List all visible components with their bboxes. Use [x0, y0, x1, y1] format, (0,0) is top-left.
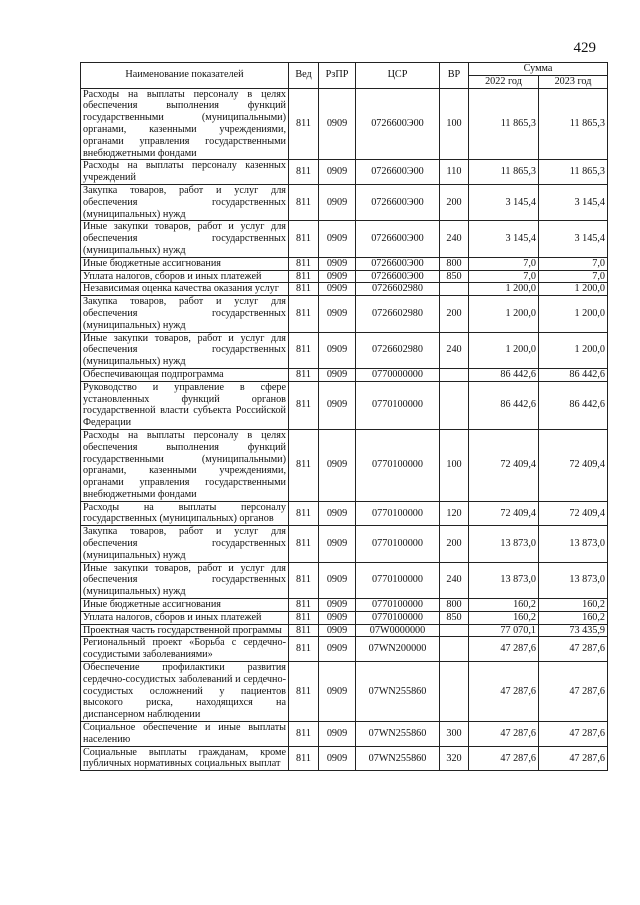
cell-sum-2022: 47 287,6: [469, 637, 539, 662]
cell-sum-2022: 11 865,3: [469, 160, 539, 185]
cell-csr: 0726600Э00: [356, 221, 440, 257]
cell-rzpr: 0909: [319, 526, 356, 562]
cell-csr: 0770100000: [356, 562, 440, 598]
cell-sum-2023: 73 435,9: [539, 624, 608, 637]
cell-sum-2023: 1 200,0: [539, 283, 608, 296]
cell-name: Независимая оценка качества оказания услуг: [81, 283, 289, 296]
cell-vr: 100: [440, 429, 469, 501]
cell-name: Расходы на выплаты персоналу в целях обеспечения выполнения функций государственными (муниципальными) органами, казенными учреждениями, органами управления государственными внебюджетными фондами: [81, 429, 289, 501]
table-row: [81, 662, 608, 722]
cell-sum-2023: 7,0: [539, 257, 608, 270]
table-body: [81, 88, 608, 771]
cell-sum-2023: 72 409,4: [539, 501, 608, 526]
cell-sum-2022: 86 442,6: [469, 368, 539, 381]
cell-ved: 811: [289, 722, 319, 747]
header-year-2023: 2023 год: [539, 75, 608, 88]
cell-ved: 811: [289, 501, 319, 526]
cell-ved: 811: [289, 526, 319, 562]
cell-csr: 0726600Э00: [356, 88, 440, 160]
header-vr: ВР: [440, 63, 469, 89]
cell-rzpr: 0909: [319, 368, 356, 381]
table-row: [81, 160, 608, 185]
cell-sum-2022: 160,2: [469, 599, 539, 612]
cell-sum-2022: 13 873,0: [469, 526, 539, 562]
cell-name: Расходы на выплаты персоналу государственных (муниципальных) органов: [81, 501, 289, 526]
cell-ved: 811: [289, 368, 319, 381]
cell-sum-2022: 1 200,0: [469, 332, 539, 368]
cell-vr: 850: [440, 270, 469, 283]
cell-sum-2022: 3 145,4: [469, 184, 539, 220]
cell-csr: 07WN255860: [356, 746, 440, 771]
cell-sum-2023: 11 865,3: [539, 88, 608, 160]
cell-sum-2023: 11 865,3: [539, 160, 608, 185]
cell-vr: 110: [440, 160, 469, 185]
cell-vr: [440, 368, 469, 381]
cell-sum-2022: 72 409,4: [469, 429, 539, 501]
header-csr: ЦСР: [356, 63, 440, 89]
cell-rzpr: 0909: [319, 221, 356, 257]
table-row: [81, 283, 608, 296]
cell-name: Расходы на выплаты персоналу казенных учреждений: [81, 160, 289, 185]
cell-rzpr: 0909: [319, 611, 356, 624]
cell-csr: 0726602980: [356, 332, 440, 368]
cell-name: Региональный проект «Борьба с сердечно-сосудистыми заболеваниями»: [81, 637, 289, 662]
header-year-2022: 2022 год: [469, 75, 539, 88]
table-row: [81, 332, 608, 368]
cell-ved: 811: [289, 599, 319, 612]
cell-name: Иные бюджетные ассигнования: [81, 599, 289, 612]
cell-sum-2023: 160,2: [539, 599, 608, 612]
cell-rzpr: 0909: [319, 722, 356, 747]
cell-name: Уплата налогов, сборов и иных платежей: [81, 611, 289, 624]
cell-sum-2022: 7,0: [469, 270, 539, 283]
cell-sum-2023: 86 442,6: [539, 368, 608, 381]
cell-vr: 300: [440, 722, 469, 747]
cell-rzpr: 0909: [319, 160, 356, 185]
cell-sum-2023: 13 873,0: [539, 526, 608, 562]
cell-csr: 07WN255860: [356, 722, 440, 747]
cell-name: Проектная часть государственной программы: [81, 624, 289, 637]
cell-sum-2022: 1 200,0: [469, 283, 539, 296]
header-sum: Сумма: [469, 63, 608, 76]
cell-vr: 800: [440, 257, 469, 270]
cell-rzpr: 0909: [319, 501, 356, 526]
cell-sum-2023: 1 200,0: [539, 332, 608, 368]
cell-sum-2022: 47 287,6: [469, 746, 539, 771]
cell-ved: 811: [289, 88, 319, 160]
cell-name: Закупка товаров, работ и услуг для обеспечения государственных (муниципальных) нужд: [81, 526, 289, 562]
cell-name: Иные закупки товаров, работ и услуг для обеспечения государственных (муниципальных) нужд: [81, 332, 289, 368]
table-row: [81, 637, 608, 662]
cell-vr: 200: [440, 526, 469, 562]
cell-csr: 0770100000: [356, 599, 440, 612]
cell-rzpr: 0909: [319, 746, 356, 771]
cell-csr: 0726600Э00: [356, 270, 440, 283]
cell-name: Обеспечение профилактики развития сердечно-сосудистых заболеваний и сердечно-сосудистых осложнений у пациентов высокого риска, находящихся на диспансерном наблюдении: [81, 662, 289, 722]
cell-sum-2022: 7,0: [469, 257, 539, 270]
cell-name: Социальное обеспечение и иные выплаты населению: [81, 722, 289, 747]
cell-ved: 811: [289, 221, 319, 257]
table-row: [81, 746, 608, 771]
header-rzpr: РзПР: [319, 63, 356, 89]
header-name: Наименование показателей: [81, 63, 289, 89]
cell-vr: [440, 283, 469, 296]
cell-csr: 0770100000: [356, 611, 440, 624]
table-row: [81, 501, 608, 526]
cell-sum-2022: 1 200,0: [469, 296, 539, 332]
table-row: [81, 184, 608, 220]
cell-sum-2022: 72 409,4: [469, 501, 539, 526]
cell-ved: 811: [289, 332, 319, 368]
cell-ved: 811: [289, 283, 319, 296]
cell-sum-2022: 160,2: [469, 611, 539, 624]
cell-name: Обеспечивающая подпрограмма: [81, 368, 289, 381]
cell-csr: 07WN255860: [356, 662, 440, 722]
cell-rzpr: 0909: [319, 562, 356, 598]
cell-csr: 0770000000: [356, 368, 440, 381]
cell-sum-2022: 77 070,1: [469, 624, 539, 637]
table-row: [81, 611, 608, 624]
cell-rzpr: 0909: [319, 637, 356, 662]
cell-ved: 811: [289, 296, 319, 332]
cell-sum-2022: 86 442,6: [469, 381, 539, 429]
cell-name: Закупка товаров, работ и услуг для обеспечения государственных (муниципальных) нужд: [81, 184, 289, 220]
cell-vr: 240: [440, 562, 469, 598]
cell-vr: [440, 662, 469, 722]
cell-vr: [440, 624, 469, 637]
cell-rzpr: 0909: [319, 296, 356, 332]
cell-vr: 800: [440, 599, 469, 612]
cell-csr: 0726602980: [356, 283, 440, 296]
cell-rzpr: 0909: [319, 332, 356, 368]
table-row: [81, 722, 608, 747]
cell-name: Расходы на выплаты персоналу в целях обеспечения выполнения функций государственными (муниципальными) органами, казенными учреждениями, органами управления государственными внебюджетными фондами: [81, 88, 289, 160]
cell-csr: 0770100000: [356, 429, 440, 501]
cell-csr: 07WN200000: [356, 637, 440, 662]
cell-csr: 0770100000: [356, 526, 440, 562]
cell-sum-2022: 13 873,0: [469, 562, 539, 598]
cell-sum-2023: 7,0: [539, 270, 608, 283]
cell-ved: 811: [289, 257, 319, 270]
cell-rzpr: 0909: [319, 599, 356, 612]
table-row: [81, 599, 608, 612]
table-row: [81, 381, 608, 429]
cell-csr: 0770100000: [356, 381, 440, 429]
header-ved: Вед: [289, 63, 319, 89]
cell-sum-2022: 47 287,6: [469, 722, 539, 747]
cell-sum-2022: 47 287,6: [469, 662, 539, 722]
cell-ved: 811: [289, 562, 319, 598]
page-number: 429: [573, 40, 596, 56]
cell-name: Иные бюджетные ассигнования: [81, 257, 289, 270]
cell-name: Закупка товаров, работ и услуг для обеспечения государственных (муниципальных) нужд: [81, 296, 289, 332]
cell-rzpr: 0909: [319, 624, 356, 637]
cell-name: Уплата налогов, сборов и иных платежей: [81, 270, 289, 283]
table-row: [81, 270, 608, 283]
cell-name: Социальные выплаты гражданам, кроме публичных нормативных социальных выплат: [81, 746, 289, 771]
cell-csr: 0726600Э00: [356, 184, 440, 220]
cell-sum-2023: 1 200,0: [539, 296, 608, 332]
cell-csr: 0770100000: [356, 501, 440, 526]
table-row: [81, 562, 608, 598]
cell-csr: 07W0000000: [356, 624, 440, 637]
cell-sum-2023: 160,2: [539, 611, 608, 624]
cell-rzpr: 0909: [319, 283, 356, 296]
cell-sum-2023: 47 287,6: [539, 722, 608, 747]
table-row: [81, 429, 608, 501]
cell-sum-2023: 72 409,4: [539, 429, 608, 501]
cell-ved: 811: [289, 160, 319, 185]
table-row: [81, 624, 608, 637]
cell-name: Руководство и управление в сфере установленных функций органов государственной власти субъекта Российской Федерации: [81, 381, 289, 429]
cell-vr: 240: [440, 221, 469, 257]
cell-csr: 0726600Э00: [356, 257, 440, 270]
cell-ved: 811: [289, 662, 319, 722]
cell-rzpr: 0909: [319, 88, 356, 160]
table-row: [81, 221, 608, 257]
cell-sum-2023: 47 287,6: [539, 637, 608, 662]
table-row: [81, 257, 608, 270]
cell-rzpr: 0909: [319, 662, 356, 722]
cell-rzpr: 0909: [319, 257, 356, 270]
cell-sum-2023: 3 145,4: [539, 184, 608, 220]
cell-vr: 850: [440, 611, 469, 624]
cell-rzpr: 0909: [319, 270, 356, 283]
cell-ved: 811: [289, 746, 319, 771]
cell-sum-2022: 3 145,4: [469, 221, 539, 257]
cell-sum-2022: 11 865,3: [469, 88, 539, 160]
cell-vr: 100: [440, 88, 469, 160]
budget-table: [80, 62, 608, 771]
cell-vr: [440, 381, 469, 429]
cell-ved: 811: [289, 611, 319, 624]
cell-vr: 320: [440, 746, 469, 771]
cell-vr: 200: [440, 296, 469, 332]
cell-csr: 0726600Э00: [356, 160, 440, 185]
cell-name: Иные закупки товаров, работ и услуг для обеспечения государственных (муниципальных) нужд: [81, 562, 289, 598]
cell-vr: 200: [440, 184, 469, 220]
cell-ved: 811: [289, 184, 319, 220]
cell-name: Иные закупки товаров, работ и услуг для обеспечения государственных (муниципальных) нужд: [81, 221, 289, 257]
table-row: [81, 526, 608, 562]
cell-sum-2023: 47 287,6: [539, 746, 608, 771]
cell-ved: 811: [289, 429, 319, 501]
cell-rzpr: 0909: [319, 184, 356, 220]
cell-sum-2023: 86 442,6: [539, 381, 608, 429]
cell-sum-2023: 13 873,0: [539, 562, 608, 598]
table-header: [81, 63, 608, 89]
cell-ved: 811: [289, 381, 319, 429]
cell-ved: 811: [289, 637, 319, 662]
table-row: [81, 368, 608, 381]
cell-sum-2023: 3 145,4: [539, 221, 608, 257]
table-row: [81, 296, 608, 332]
cell-vr: [440, 637, 469, 662]
cell-ved: 811: [289, 624, 319, 637]
cell-vr: 120: [440, 501, 469, 526]
cell-rzpr: 0909: [319, 429, 356, 501]
cell-ved: 811: [289, 270, 319, 283]
cell-vr: 240: [440, 332, 469, 368]
cell-csr: 0726602980: [356, 296, 440, 332]
cell-rzpr: 0909: [319, 381, 356, 429]
cell-sum-2023: 47 287,6: [539, 662, 608, 722]
table-row: [81, 88, 608, 160]
